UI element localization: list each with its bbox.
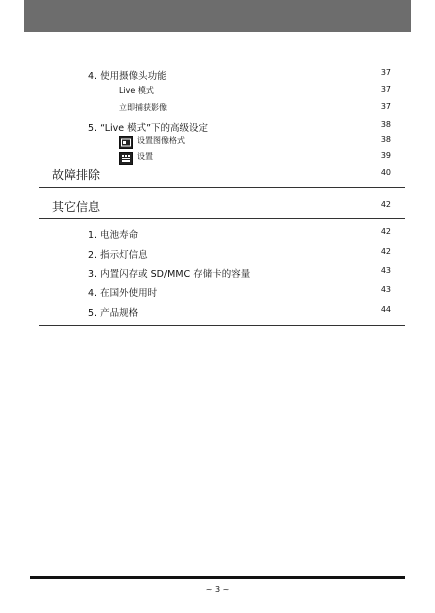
- section-title: 故障排除: [52, 168, 101, 182]
- toc-section-row[interactable]: [0, 166, 435, 184]
- toc-page-number: 40: [380, 168, 391, 177]
- section-divider: [39, 325, 405, 326]
- toc-page-number: 37: [380, 102, 391, 111]
- toc-label: Live 模式: [119, 86, 154, 95]
- toc-page-number: 42: [380, 227, 391, 236]
- toc-label: 5. 产品规格: [88, 308, 139, 319]
- toc-page-number: 38: [380, 135, 391, 144]
- toc-row[interactable]: [0, 227, 435, 243]
- toc-row[interactable]: [0, 285, 435, 301]
- toc-page-number: 42: [380, 200, 391, 209]
- toc-label: 设置: [137, 152, 153, 161]
- footer-rule: [30, 576, 405, 579]
- toc-row[interactable]: [0, 151, 435, 167]
- toc-row[interactable]: [0, 85, 435, 101]
- toc-page-number: 42: [380, 247, 391, 256]
- toc-label: 1. 电池寿命: [88, 230, 139, 241]
- toc-row[interactable]: [0, 135, 435, 151]
- toc-page-number: 39: [380, 151, 391, 160]
- toc-page-number: 43: [380, 266, 391, 275]
- toc-label: 3. 内置闪存或 SD/MMC 存储卡的容量: [88, 269, 251, 280]
- toc-label: 4. 在国外使用时: [88, 288, 158, 299]
- section-title: 其它信息: [52, 200, 101, 214]
- toc-page-number: 37: [380, 85, 391, 94]
- settings-icon: [119, 152, 133, 165]
- toc-row[interactable]: [0, 305, 435, 321]
- toc-section-row[interactable]: [0, 198, 435, 216]
- toc-label: 2. 指示灯信息: [88, 250, 148, 261]
- toc-page-number: 38: [380, 120, 391, 129]
- toc-row[interactable]: [0, 120, 435, 136]
- toc-page-number: 37: [380, 68, 391, 77]
- toc-label: 4. 使用摄像头功能: [88, 71, 167, 82]
- toc-row[interactable]: [0, 247, 435, 263]
- toc-row[interactable]: [0, 102, 435, 118]
- image-format-icon: [119, 136, 133, 149]
- page-number: ~ 3 ~: [205, 585, 230, 594]
- toc-page-number: 43: [380, 285, 391, 294]
- section-divider: [39, 218, 405, 219]
- toc-label: 设置图像格式: [137, 136, 185, 145]
- section-divider: [39, 187, 405, 188]
- toc-row[interactable]: [0, 68, 435, 84]
- header-bar: [24, 0, 411, 32]
- toc-row[interactable]: [0, 266, 435, 282]
- toc-label: 立即捕获影像: [119, 103, 167, 112]
- toc-label: 5. “Live 模式”下的高级设定: [88, 123, 209, 134]
- toc-page-number: 44: [380, 305, 391, 314]
